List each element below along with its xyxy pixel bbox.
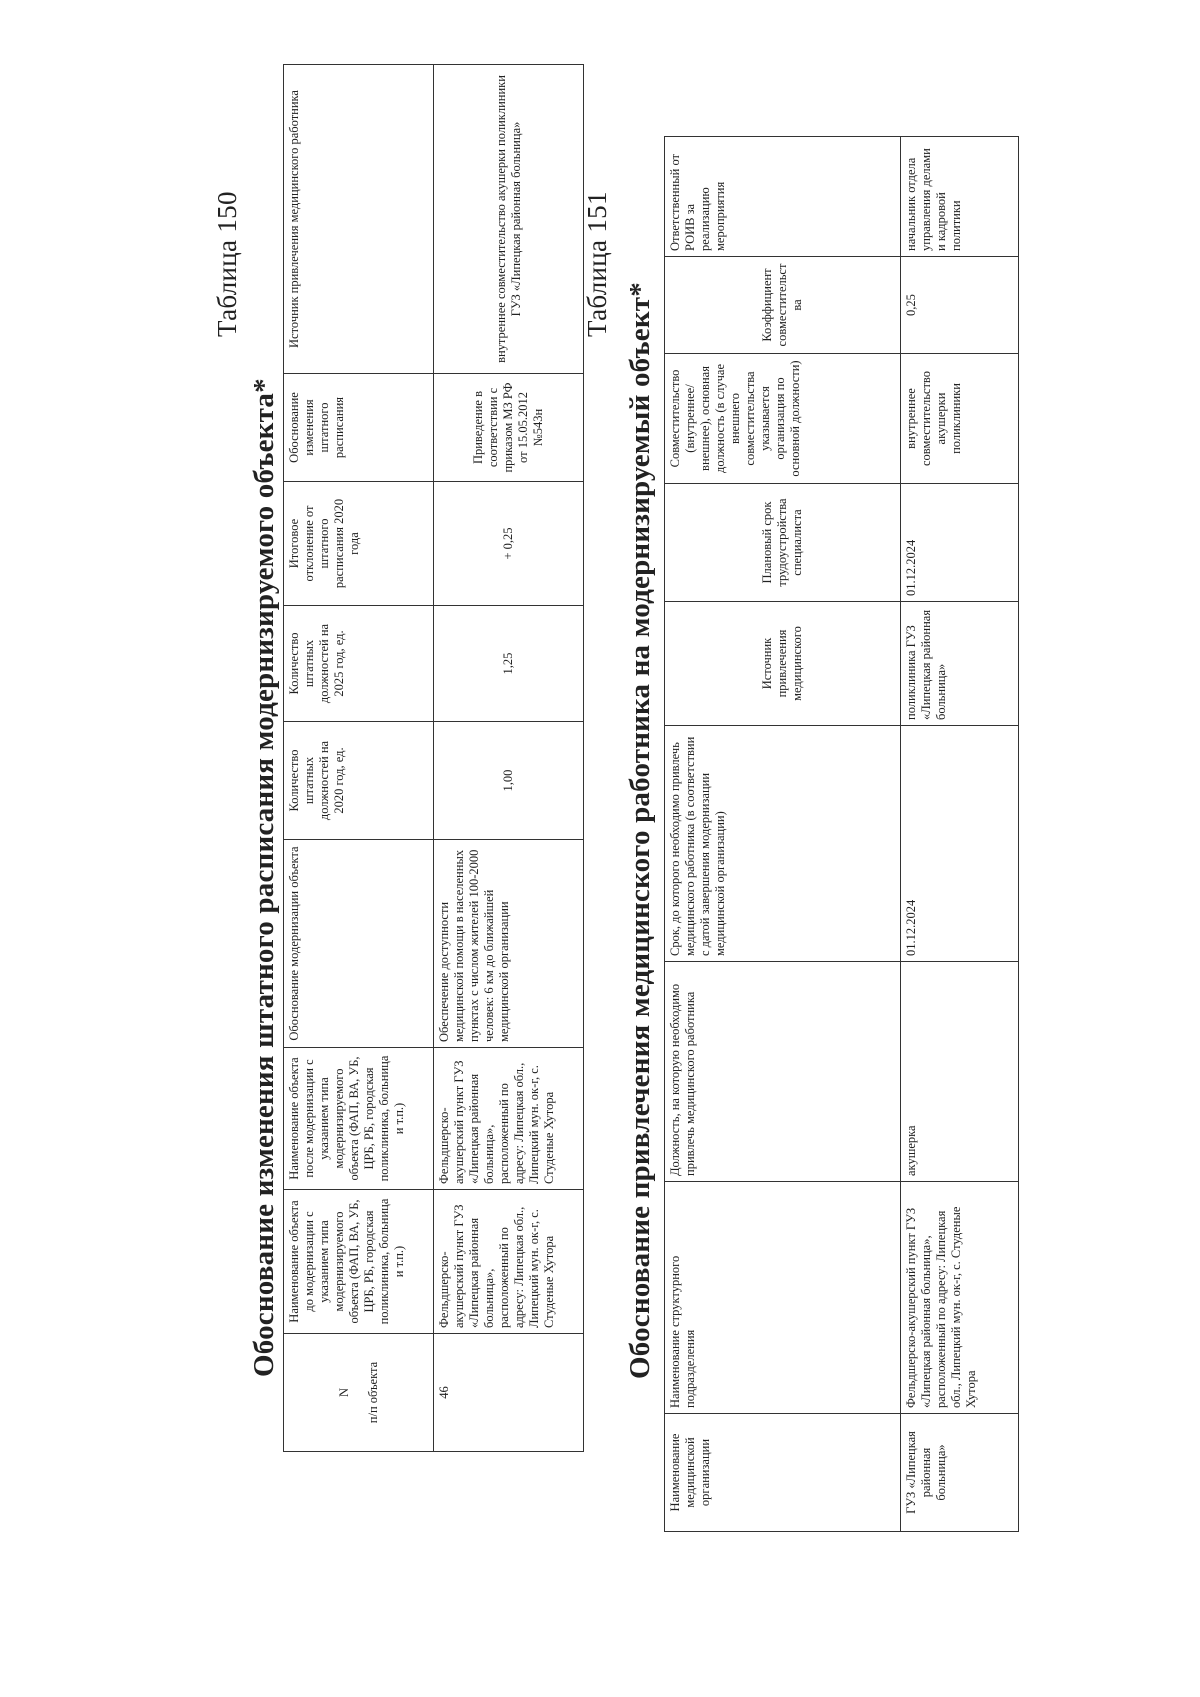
- header-modernization-justification: Обоснование модернизации объекта: [284, 840, 434, 1048]
- header-deadline: Срок, до которого необходимо привлечь медицинского работника (в соответствии с датой завершения модернизации медицинской организации): [665, 726, 901, 962]
- row-count-2020: 1,00: [434, 722, 584, 840]
- row-responsible: начальник отдела управления делами и кадровой политики: [901, 137, 1019, 257]
- header-object-before: Наименование объекта до модернизации с указанием типа модернизируемого объекта (ФАП, ВА, УБ, ЦРБ, РБ, городская поликлиника, больница и т.п.): [284, 1190, 434, 1334]
- header-planned-date: Плановый срок трудоустройства специалиста: [665, 484, 901, 602]
- table-row: [434, 65, 584, 1452]
- row-source: поликлиника ГУЗ «Липецкая районная больница»: [901, 602, 1019, 726]
- header-medical-organization: Наименование медицинской организации: [665, 1414, 901, 1532]
- table-151-number: Таблица 151: [582, 191, 612, 337]
- row-deadline: 01.12.2024: [901, 726, 1019, 962]
- header-change-reason: Обоснование изменения штатного расписания: [284, 374, 434, 482]
- row-deviation: + 0,25: [434, 482, 584, 606]
- header-source: Источник привлечения медицинского работника: [284, 65, 434, 374]
- row-object-before: Фельдшерско-акушерский пункт ГУЗ «Липецкая районная больница», расположенный по адресу: Липецкая обл., Липецкий мун. ок-г, с. Студеные Хутора: [434, 1190, 584, 1334]
- header-object-number: N п/п объекта: [284, 1334, 434, 1452]
- header-count-2020: Количество штатных должностей на 2020 год, ед.: [284, 722, 434, 840]
- row-coefficient: 0,25: [901, 257, 1019, 354]
- table-151: [664, 136, 1019, 1532]
- header-count-2025: Количество штатных должностей на 2025 год, ед.: [284, 606, 434, 722]
- table-150-title: Обоснование изменения штатного расписания модернизируемого объекта*: [248, 378, 280, 1377]
- row-object-number: 46: [434, 1334, 584, 1452]
- table-row: [901, 137, 1019, 1532]
- header-deviation: Итоговое отклонение от штатного расписания 2020 года: [284, 482, 434, 606]
- row-combination: внутреннее совместительство акушерки поликлиники: [901, 354, 1019, 484]
- row-change-reason: Приведение в соответствии с приказом МЗ РФ от 15.05.2012 №543н: [434, 374, 584, 482]
- header-source: Источник привлечения медицинского: [665, 602, 901, 726]
- table-150: [283, 64, 584, 1452]
- row-count-2025: 1,25: [434, 606, 584, 722]
- table-151-title: Обоснование привлечения медицинского работника на модернизируемый объект*: [624, 282, 656, 1379]
- table-150-header-row: [284, 65, 434, 1452]
- header-combination: Совместительство (внутреннее/внешнее), основная должность (в случае внешнего совместительства указывается организация по основной должности): [665, 354, 901, 484]
- row-structural-unit: Фельдшерско-акушерский пункт ГУЗ «Липецкая районная больница», расположенный по адресу: Липецкая обл., Липецкий мун. ок-г, с. Студеные Хутора: [901, 1182, 1019, 1414]
- row-medical-organization: ГУЗ «Липецкая районная больница»: [901, 1414, 1019, 1532]
- header-object-after: Наименование объекта после модернизации с указанием типа модернизируемого объекта (ФАП, ВА, УБ, ЦРБ, РБ, городская поликлиника, больница и т.п.): [284, 1048, 434, 1190]
- header-position: Должность, на которую необходимо привлечь медицинского работника: [665, 962, 901, 1182]
- header-coefficient: Коэффициент совместительства: [665, 257, 901, 354]
- header-responsible: Ответственный от РОИВ за реализацию мероприятия: [665, 137, 901, 257]
- table-151-header-row: [665, 137, 901, 1532]
- row-source: внутреннее совместительство акушерки поликлиники ГУЗ «Липецкая районная больница»: [434, 65, 584, 374]
- table-150-number: Таблица 150: [212, 191, 242, 337]
- row-object-after: Фельдшерско-акушерский пункт ГУЗ «Липецкая районная больница», расположенный по адресу: Липецкая обл., Липецкий мун. ок-г, с. Студеные Хутора: [434, 1048, 584, 1190]
- row-position: акушерка: [901, 962, 1019, 1182]
- header-structural-unit: Наименование структурного подразделения: [665, 1182, 901, 1414]
- row-planned-date: 01.12.2024: [901, 484, 1019, 602]
- row-justification: Обеспечение доступности медицинской помощи в населенных пунктах с числом жителей 100-2000 человек: 6 км до ближайшей медицинской организации: [434, 840, 584, 1048]
